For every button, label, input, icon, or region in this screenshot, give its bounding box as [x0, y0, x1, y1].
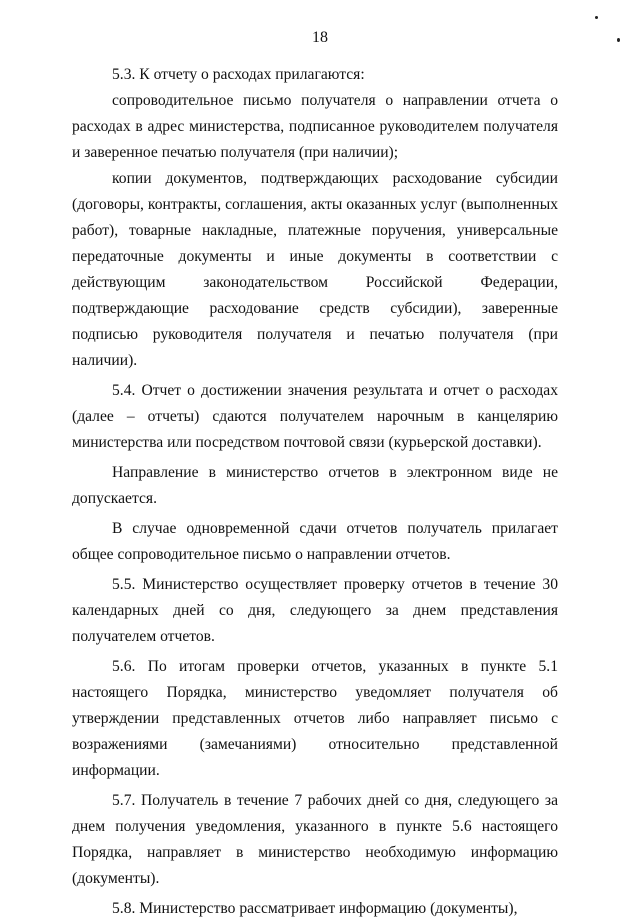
- paragraph-5-7: 5.7. Получатель в течение 7 рабочих дней со дня, следующего за днем получения уведомления, указанного в пункте 5.6 настоящего Порядка, направляет в министерство необходимую информацию (документы).: [72, 792, 558, 887]
- paragraph-simultaneous: В случае одновременной сдачи отчетов получатель прилагает общее сопроводительное письмо о направлении отчетов.: [72, 520, 558, 563]
- document-body: [72, 62, 558, 922]
- paragraph-5-6: 5.6. По итогам проверки отчетов, указанных в пункте 5.1 настоящего Порядка, министерство уведомляет получателя об утверждении представленных отчетов либо направляет письмо с возражениями (замечаниями) относительно представленной информации.: [72, 658, 558, 779]
- scan-speck: [617, 38, 620, 42]
- paragraph-5-3-heading: 5.3. К отчету о расходах прилагаются:: [112, 66, 365, 83]
- paragraph-cover-letter: сопроводительное письмо получателя о направлении отчета о расходах в адрес министерства, подписанное руководителем получателя и заверенное печатью получателя (при наличии);: [72, 92, 558, 161]
- page-number: 18: [312, 29, 328, 46]
- scan-speck: [595, 16, 598, 19]
- paragraph-5-8: 5.8. Министерство рассматривает информацию (документы),: [112, 900, 518, 917]
- paragraph-5-5: 5.5. Министерство осуществляет проверку отчетов в течение 30 календарных дней со дня, следующего за днем представления получателем отчетов.: [72, 576, 558, 645]
- paragraph-electronic: Направление в министерство отчетов в электронном виде не допускается.: [72, 464, 558, 507]
- paragraph-document-copies: копии документов, подтверждающих расходование субсидии (договоры, контракты, соглашения, акты оказанных услуг (выполненных работ), товарные накладные, платежные поручения, универсальные передаточные документы и иные документы в соответствии с действующим законодательством Российской Федерации, подтверждающие расходование средств субсидии), заверенные подписью руководителя получателя и печатью получателя (при наличии).: [72, 170, 558, 369]
- paragraph-5-4: 5.4. Отчет о достижении значения результата и отчет о расходах (далее – отчеты) сдаются получателем нарочным в канцелярию министерства или посредством почтовой связи (курьерской доставки).: [72, 382, 558, 451]
